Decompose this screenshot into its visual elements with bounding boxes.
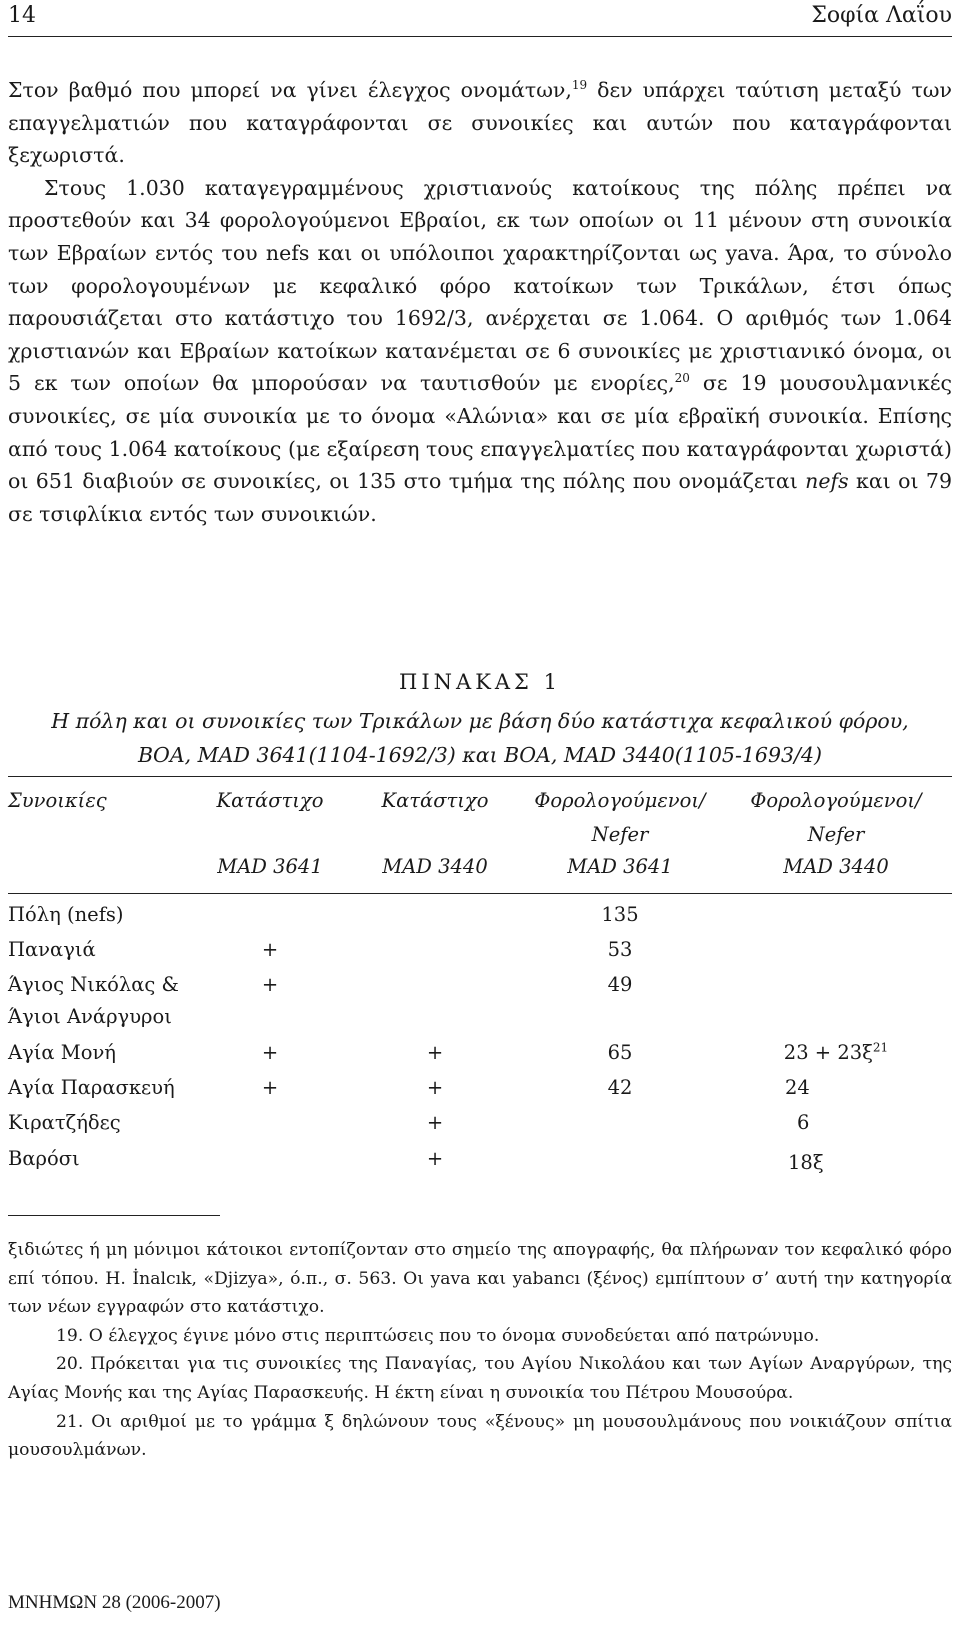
paragraph-2-text-end: και οι 79 σε τσιφλίκια εντός των συνοικιών. — [8, 469, 952, 526]
header-rule — [8, 36, 952, 37]
table-cell-district-line-2: Άγιοι Ανάργυροι — [8, 1005, 172, 1028]
table-cell-taxpayers-3641: 42 — [607, 1076, 633, 1099]
table-header-register-1: Κατάστιχο — [216, 789, 324, 812]
paragraph-2 — [8, 172, 952, 531]
table-cell-district: Αγία Παρασκευή — [8, 1076, 175, 1099]
table-cell-register-3641: + — [261, 973, 279, 996]
footnote-ref-19[interactable]: 19 — [571, 78, 588, 93]
table-cell-district: Κιρατζήδες — [8, 1111, 121, 1134]
table-cell-taxpayers-3440: 24 — [785, 1076, 810, 1099]
table-subheader-mad3641-a: MAD 3641 — [217, 855, 323, 878]
table-header-taxpayers-2 — [720, 784, 952, 852]
footnote-19: 19. Ο έλεγχος έγινε μόνο στις περιπτώσεις που το όνομα συνοδεύεται από πατρώνυμο. — [56, 1325, 820, 1346]
table-cell-taxpayers-3440 — [720, 1040, 952, 1066]
table-cell-register-3440: + — [426, 1147, 444, 1170]
table-cell-taxpayers-3641: 135 — [601, 903, 639, 926]
paragraph-1-text-cont: δεν υπάρχει ταύτιση μεταξύ των επαγγελματιών που καταγράφονται σε συνοικίες και αυτών που καταγράφονται ξεχωριστά. — [8, 78, 952, 168]
footnote-21: 21. Οι αριθμοί με το γράμμα ξ δηλώνουν τους «ξένους» μη μουσουλμάνους που νοικιάζουν σπίτια μουσουλμάνων. — [8, 1411, 952, 1461]
running-header — [8, 0, 952, 36]
table-rule-mid — [8, 893, 952, 894]
table-cell-district: Παναγιά — [8, 938, 96, 961]
table-label: ΠΙΝΑΚΑΣ 1 — [399, 670, 561, 694]
table-cell-district: Αγία Μονή — [8, 1041, 116, 1064]
table-cell-register-3641: + — [261, 1041, 279, 1064]
paragraph-2-text: Στους 1.030 καταγεγραμμένους χριστιανούς κατοίκους της πόλης πρέπει να προστεθούν και 34 φορολογούμενοι Εβραίοι, εκ των οποίων οι 11 μένουν στη συνοικία των Εβραίων εντός του nefs και οι υπόλοιποι χαρακτηρίζονται ως yava. Άρα, το σύνολο των φορολογουμένων με κεφαλικό φόρο κατοίκων των Τρικάλων, έτσι όπως παρουσιάζεται στο κατάστιχο του 1692/3, ανέρχεται σε 1.064. Ο αριθμός των 1.064 χριστιανών και Εβραίων κατοίκων κατανέμεται σε 6 συνοικίες με χριστιανικό όνομα, οι 5 εκ των οποίων θα μπορούσαν να ταυτισθούν με ενορίες, — [8, 175, 952, 396]
table-subheader-mad3641-b: MAD 3641 — [567, 855, 673, 878]
table-header-register-2: Κατάστιχο — [381, 789, 489, 812]
paragraph-1-text: Στον βαθμό που μπορεί να γίνει έλεγχος ονομάτων, — [8, 78, 572, 102]
footnote-ref-21[interactable]: 21 — [872, 1040, 889, 1055]
table-header-taxpayers-1-line-1: Φορολογούμενοι/ — [534, 789, 706, 812]
table-header-taxpayers-2-line-1: Φορολογούμενοι/ — [750, 789, 922, 812]
table-cell-register-3641: + — [261, 1076, 279, 1099]
table-cell-register-3440: + — [426, 1111, 444, 1134]
page-number: 14 — [8, 3, 36, 28]
table-subheader-mad3440-b: MAD 3440 — [783, 855, 889, 878]
table-rule-top — [8, 776, 952, 777]
journal-footer: ΜΝΗΜΩΝ 28 (2006-2007) — [8, 1592, 221, 1613]
table-header-taxpayers-2-line-2: Nefer — [807, 823, 865, 846]
table-cell-district: Πόλη (nefs) — [8, 903, 124, 926]
paragraph-2-text-cont: σε 19 μουσουλμανικές συνοικίες, σε μία συνοικία με το όνομα «Αλώνια» και σε μία εβραϊκή συνοικία. Επίσης από τους 1.064 κατοίκους (με εξαίρεση τους επαγγελματίες που καταγράφονται χωριστά) οι 651 διαβιούν σε συνοικίες, οι 135 στο τμήμα της πόλης που ονομάζεται — [8, 371, 952, 494]
paragraph-2-italic: nefs — [805, 469, 849, 494]
table-header-taxpayers-1 — [520, 784, 720, 852]
running-header-author: Σοφία Λαΐου — [811, 3, 952, 28]
paragraph-1 — [8, 74, 952, 172]
footnotes — [8, 1236, 952, 1465]
table-cell-taxpayers-3440: 18ξ — [788, 1151, 824, 1174]
footnote-ref-20[interactable]: 20 — [674, 371, 690, 386]
table-cell-register-3440: + — [426, 1041, 444, 1064]
table-caption-line-2: ΒΟΑ, MAD 3641(1104-1692/3) και ΒΟΑ, MAD 3440(1105-1693/4) — [137, 743, 823, 767]
body-text — [8, 74, 952, 530]
table-cell-taxpayers-3440: 6 — [797, 1111, 810, 1134]
footnote-20: 20. Πρόκειται για τις συνοικίες της Παναγίας, του Αγίου Νικολάου και των Αγίων Αναργύρων, της Αγίας Μονής και της Αγίας Παρασκευής. Η έκτη είναι η συνοικία του Πέτρου Μουσούρα. — [8, 1354, 952, 1403]
table-header-districts: Συνοικίες — [8, 789, 107, 812]
table-subheader-mad3440-a: MAD 3440 — [382, 855, 488, 878]
table-cell-register-3641: + — [261, 938, 279, 961]
footnote-continuation: ξιδιώτες ή μη μόνιμοι κάτοικοι εντοπίζονταν στο σημείο της απογραφής, θα πλήρωναν τον κεφαλικό φόρο επί τόπου. H. İnalcık, «Djizya», ό.π., σ. 563. Οι yava και yabancı (ξένος) εμπίπτουν σ’ αυτή την κατηγορία των νέων εγγραφών στο κατάστιχο. — [8, 1240, 952, 1318]
table-cell-taxpayers-3641: 49 — [607, 973, 633, 996]
table-cell-taxpayers-3641: 53 — [607, 938, 633, 961]
table-cell-taxpayers-3440-value: 23 + 23ξ — [783, 1041, 873, 1064]
table-caption — [20, 704, 940, 772]
table-cell-taxpayers-3641: 65 — [607, 1041, 633, 1064]
footnote-rule — [8, 1215, 220, 1216]
table-caption-line-1: Η πόλη και οι συνοικίες των Τρικάλων με βάση δύο κατάστιχα κεφαλικού φόρου, — [51, 709, 909, 733]
table-cell-register-3440: + — [426, 1076, 444, 1099]
table-header-taxpayers-1-line-2: Nefer — [591, 823, 649, 846]
table-cell-district: Βαρόσι — [8, 1147, 80, 1170]
table-cell-district: Άγιος Νικόλας & — [8, 973, 179, 996]
